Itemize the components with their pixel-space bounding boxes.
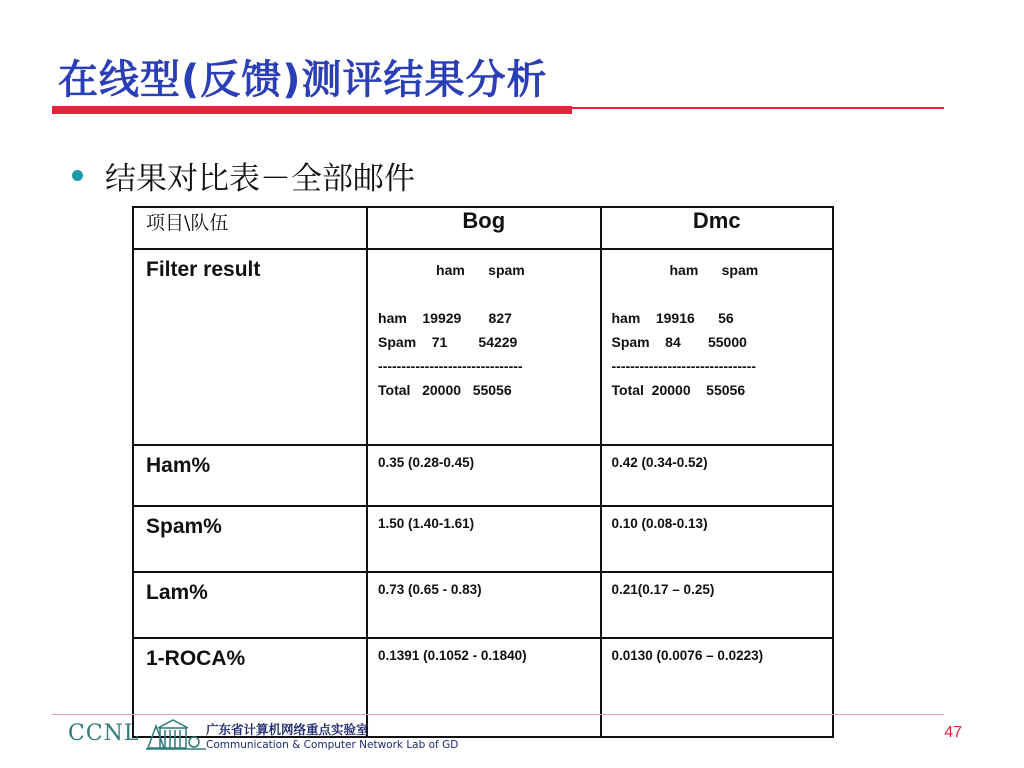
matrix-line: Spam 84 55000 [611, 334, 747, 350]
table-row-lam [133, 572, 833, 638]
title-underline-accent [52, 106, 572, 114]
lab-name-en: Communication & Computer Network Lab of GD [206, 739, 459, 751]
footer-divider [52, 714, 944, 715]
table-row-spam [133, 506, 833, 572]
matrix-line: Total 20000 55056 [611, 382, 746, 398]
matrix-line: Spam 71 54229 [378, 334, 518, 350]
cell-dmc: 0.42 (0.34-0.52) [601, 445, 834, 506]
matrix-line: Total 20000 55056 [378, 382, 512, 398]
page-number: 47 [944, 724, 962, 741]
lab-name-cn: 广东省计算机网络重点实验室 [206, 722, 369, 737]
row-label: Ham% [133, 445, 367, 506]
header-item-team: 项目\队伍 [133, 207, 367, 249]
header-dmc: Dmc [601, 207, 834, 249]
header-bog: Bog [367, 207, 600, 249]
confusion-matrix-dmc [601, 249, 834, 445]
cell-dmc: 0.0130 (0.0076 – 0.0223) [601, 638, 834, 737]
matrix-head: ham spam [669, 262, 759, 278]
cell-bog: 0.35 (0.28-0.45) [367, 445, 600, 506]
matrix-line: ham 19929 827 [378, 310, 512, 326]
table-header-row [133, 207, 833, 249]
slide-title: 在线型(反馈)测评结果分析 [58, 57, 548, 103]
cell-dmc: 0.10 (0.08-0.13) [601, 506, 834, 572]
matrix-line: ------------------------------- [378, 358, 523, 374]
table-row-ham [133, 445, 833, 506]
building-icon [146, 716, 206, 750]
bullet-text: 结果对比表－全部邮件 [105, 161, 415, 197]
row-label: Spam% [133, 506, 367, 572]
lab-name [206, 722, 458, 752]
cell-bog: 0.73 (0.65 - 0.83) [367, 572, 600, 638]
matrix-line: ------------------------------- [611, 358, 757, 374]
bullet-dot-icon [72, 170, 83, 181]
table-row-filter-result [133, 249, 833, 445]
cell-bog: 1.50 (1.40-1.61) [367, 506, 600, 572]
results-table [132, 206, 834, 738]
row-label: Lam% [133, 572, 367, 638]
ccnl-logo [68, 716, 206, 750]
cell-dmc: 0.21(0.17 – 0.25) [601, 572, 834, 638]
matrix-line: ham 19916 56 [611, 310, 734, 326]
logo-text: CCNL [68, 720, 140, 746]
row-label: Filter result [133, 249, 367, 445]
cell-bog: 0.1391 (0.1052 - 0.1840) [367, 638, 600, 737]
matrix-head: ham spam [436, 262, 525, 278]
confusion-matrix-bog [367, 249, 600, 445]
bullet-item [72, 153, 415, 198]
row-label: 1-ROCA% [133, 638, 367, 737]
